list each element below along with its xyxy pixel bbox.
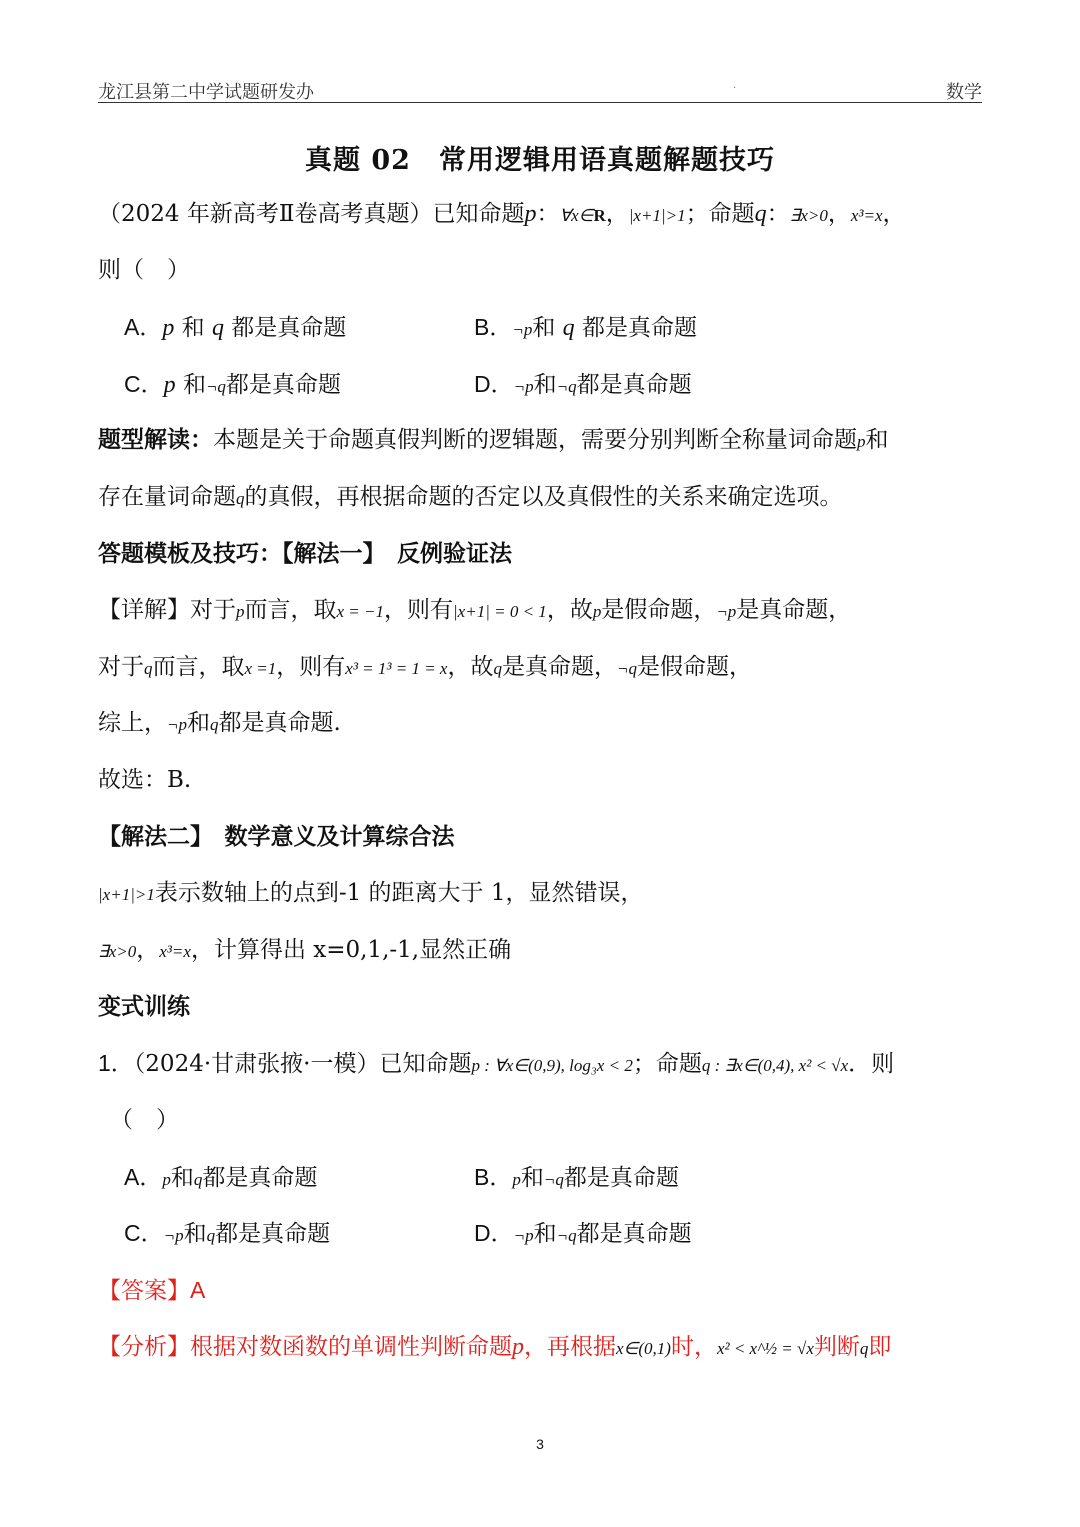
comma: ， [136, 937, 160, 963]
analysis-text: ，再根据 [524, 1334, 616, 1360]
detail-text: ，故 [447, 654, 494, 680]
var-p: p [163, 372, 176, 398]
option-label: C． [124, 371, 164, 397]
question1-stem [98, 1047, 894, 1082]
option-text: 都是真命题 [225, 372, 341, 398]
option-label: A． [124, 1164, 163, 1190]
math-ineq: x² < x^½ = √x [716, 1339, 814, 1358]
detail-answer: 故选：B. [98, 767, 192, 793]
option-b[interactable] [474, 311, 697, 346]
colon: ： [536, 201, 560, 227]
question-source: （2024·甘肃张掖·一模）已知命题 [133, 1051, 472, 1077]
header-subject: 数学 [946, 82, 982, 103]
var-q: q [754, 201, 767, 227]
option-label: B． [474, 1164, 513, 1190]
math-not-p: ¬p [513, 1226, 534, 1245]
math-q-expr: q : ∃x∈(0,4), x² < √x [701, 1056, 849, 1075]
answer-line [98, 1274, 205, 1307]
detail-text: 而言，取 [152, 654, 245, 680]
var-q: q [193, 1170, 203, 1189]
var-p: p [236, 602, 245, 621]
math-not-p: ¬p [163, 1226, 184, 1245]
var-q: q [493, 659, 502, 678]
page-number: 3 [536, 1436, 544, 1452]
page-title: 真题 02 常用逻辑用语真题解题技巧 [305, 145, 775, 176]
option-text: 都是真命题 [581, 315, 697, 341]
analysis-label: 【分析】 [98, 1334, 190, 1360]
method2-line1 [98, 877, 644, 911]
math-R: R [593, 206, 606, 225]
method2-heading: 【解法二】 数学意义及计算综合法 [98, 823, 455, 850]
q1-option-d[interactable] [474, 1217, 692, 1252]
math-abs: |x+1| = 0 < 1 [453, 602, 547, 621]
math-abs: |x+1|>1 [98, 885, 155, 904]
detail-text: 而言，取 [244, 597, 337, 623]
text-he: 和 [170, 1165, 194, 1191]
stem-end: ， [882, 201, 906, 227]
method2-text: 表示数轴上的点到-1 的距离大于 1，显然错误， [154, 880, 644, 906]
math-p-expr: p : ∀x∈(0,9), log₃x < 2 [471, 1056, 633, 1075]
question-stem-line2: 则（ ） [98, 257, 190, 283]
stem-mid: ；命题 [632, 1051, 702, 1077]
method1-heading: 答题模板及技巧：【解法一】 反例验证法 [98, 540, 512, 567]
option-c[interactable] [124, 368, 341, 403]
math-not-q: ¬q [616, 659, 637, 678]
option-text: 都是真命题 [576, 372, 692, 398]
math-not-q: ¬q [543, 1170, 564, 1189]
math-exists: ∃x>0 [789, 206, 828, 225]
var-p: p [162, 315, 175, 341]
analysis-text: 判断 [813, 1334, 860, 1360]
detail-line2 [98, 651, 752, 685]
detail-text: 对于 [98, 654, 144, 680]
var-p: p [162, 1170, 171, 1189]
math-cube: x³=x [159, 942, 191, 961]
interpretation-label: 题型解读： [98, 426, 213, 453]
math-exists: ∃x>0 [98, 942, 137, 961]
detail-text: 都是真命题. [218, 710, 341, 736]
analysis-text: 时， [670, 1334, 717, 1360]
detail-text: 是假命题， [601, 597, 717, 623]
math-not-p: ¬p [513, 377, 534, 396]
text-he: 和 [533, 1221, 557, 1247]
text-he: 和 [533, 372, 557, 398]
option-label: D． [474, 371, 514, 397]
math-not-p: ¬p [167, 715, 187, 734]
method2-text: ，计算得出 x=0,1,-1,显然正确 [190, 937, 512, 963]
detail-line3 [98, 707, 341, 741]
text-he: 和 [181, 315, 205, 341]
var-q: q [236, 489, 245, 508]
math-not-q: ¬q [556, 377, 577, 396]
var-p: p [524, 201, 537, 227]
interpretation-text: 本题是关于命题真假判断的逻辑题，需要分别判断全称量词命题 [213, 427, 857, 453]
option-text: 都是真命题 [576, 1221, 692, 1247]
q1-option-b[interactable] [474, 1161, 679, 1196]
var-q: q [859, 1339, 869, 1358]
page-header [98, 74, 982, 103]
math-not-p: ¬p [716, 602, 737, 621]
q1-option-a[interactable] [124, 1161, 317, 1196]
option-label: B． [474, 314, 513, 340]
var-q: q [206, 1226, 216, 1245]
training-heading: 变式训练 [98, 993, 190, 1020]
math-forall: ∀x∈ [559, 206, 594, 225]
method2-line2 [98, 934, 511, 968]
detail-text: 是真命题， [736, 597, 852, 623]
detail-text: ，则有 [384, 597, 453, 623]
detail-text: ，故 [546, 597, 593, 623]
header-dot: . [733, 80, 737, 91]
var-q: q [144, 659, 153, 678]
option-a[interactable] [124, 311, 346, 344]
math-not-q: ¬q [205, 377, 226, 396]
interpretation-text: 的真假，再根据命题的否定以及真假性的关系来确定选项。 [244, 484, 843, 510]
q1-option-c[interactable] [124, 1217, 330, 1252]
math-x-eq: x = −1 [336, 602, 384, 621]
detail-text: 是假命题， [636, 654, 752, 680]
option-label: D． [474, 1220, 514, 1246]
math-not-p: ¬p [512, 320, 533, 339]
comma: ， [827, 201, 851, 227]
text-he: 和 [183, 1221, 207, 1247]
analysis-text: 根据对数函数的单调性判断命题 [190, 1334, 512, 1360]
question-number: 1． [98, 1050, 134, 1076]
text-he: 和 [865, 427, 889, 453]
answer-label: 【答案】 [98, 1278, 190, 1304]
option-d[interactable] [474, 368, 692, 403]
answer-value: A [190, 1277, 206, 1303]
detail-text: 和 [186, 710, 210, 736]
detail-text: 综上， [98, 710, 167, 736]
stem-mid: ；命题 [685, 201, 755, 227]
question1-stem-line2: （ ） [110, 1107, 179, 1133]
math-cube: x³ = 1³ = 1 = x [345, 659, 448, 678]
math-x-eq: x =1 [244, 659, 277, 678]
text-he: 和 [532, 315, 556, 341]
detail-line1 [98, 594, 851, 628]
option-text: 都是真命题 [563, 1165, 679, 1191]
option-label: C． [124, 1220, 164, 1246]
question-stem [98, 198, 906, 232]
detail-text: ，则有 [276, 654, 346, 680]
math-not-q: ¬q [556, 1226, 577, 1245]
header-school: 龙江县第二中学试题研发办 [98, 82, 314, 103]
question-source: （2024 年新高考Ⅱ卷高考真题）已知命题 [98, 201, 525, 227]
option-text: 都是真命题 [231, 315, 347, 341]
interpretation-line1 [98, 424, 889, 458]
math-x-in: x∈(0,1) [616, 1339, 671, 1358]
math-cube: x³=x [850, 206, 883, 225]
stem-end: ．则 [848, 1051, 895, 1077]
option-text: 都是真命题 [215, 1221, 331, 1247]
text-he: 和 [182, 372, 206, 398]
analysis-text: 即 [868, 1334, 892, 1360]
detail-text: 是真命题， [501, 654, 617, 680]
var-q: q [209, 715, 219, 734]
option-label: A． [124, 314, 163, 340]
detail-text: 【详解】对于 [98, 597, 236, 623]
analysis-line [98, 1331, 891, 1365]
text-he: 和 [520, 1165, 544, 1191]
var-q: q [562, 315, 575, 341]
option-text: 都是真命题 [202, 1165, 318, 1191]
var-p: p [512, 1334, 524, 1360]
var-q: q [211, 315, 224, 341]
math-abs: |x+1|>1 [628, 206, 686, 225]
var-p: p [512, 1170, 521, 1189]
interpretation-text: 存在量词命题 [98, 484, 236, 510]
interpretation-line2 [98, 481, 843, 515]
comma: ， [605, 201, 629, 227]
var-p: p [857, 432, 866, 451]
var-p: p [592, 602, 602, 621]
colon: ： [766, 201, 790, 227]
